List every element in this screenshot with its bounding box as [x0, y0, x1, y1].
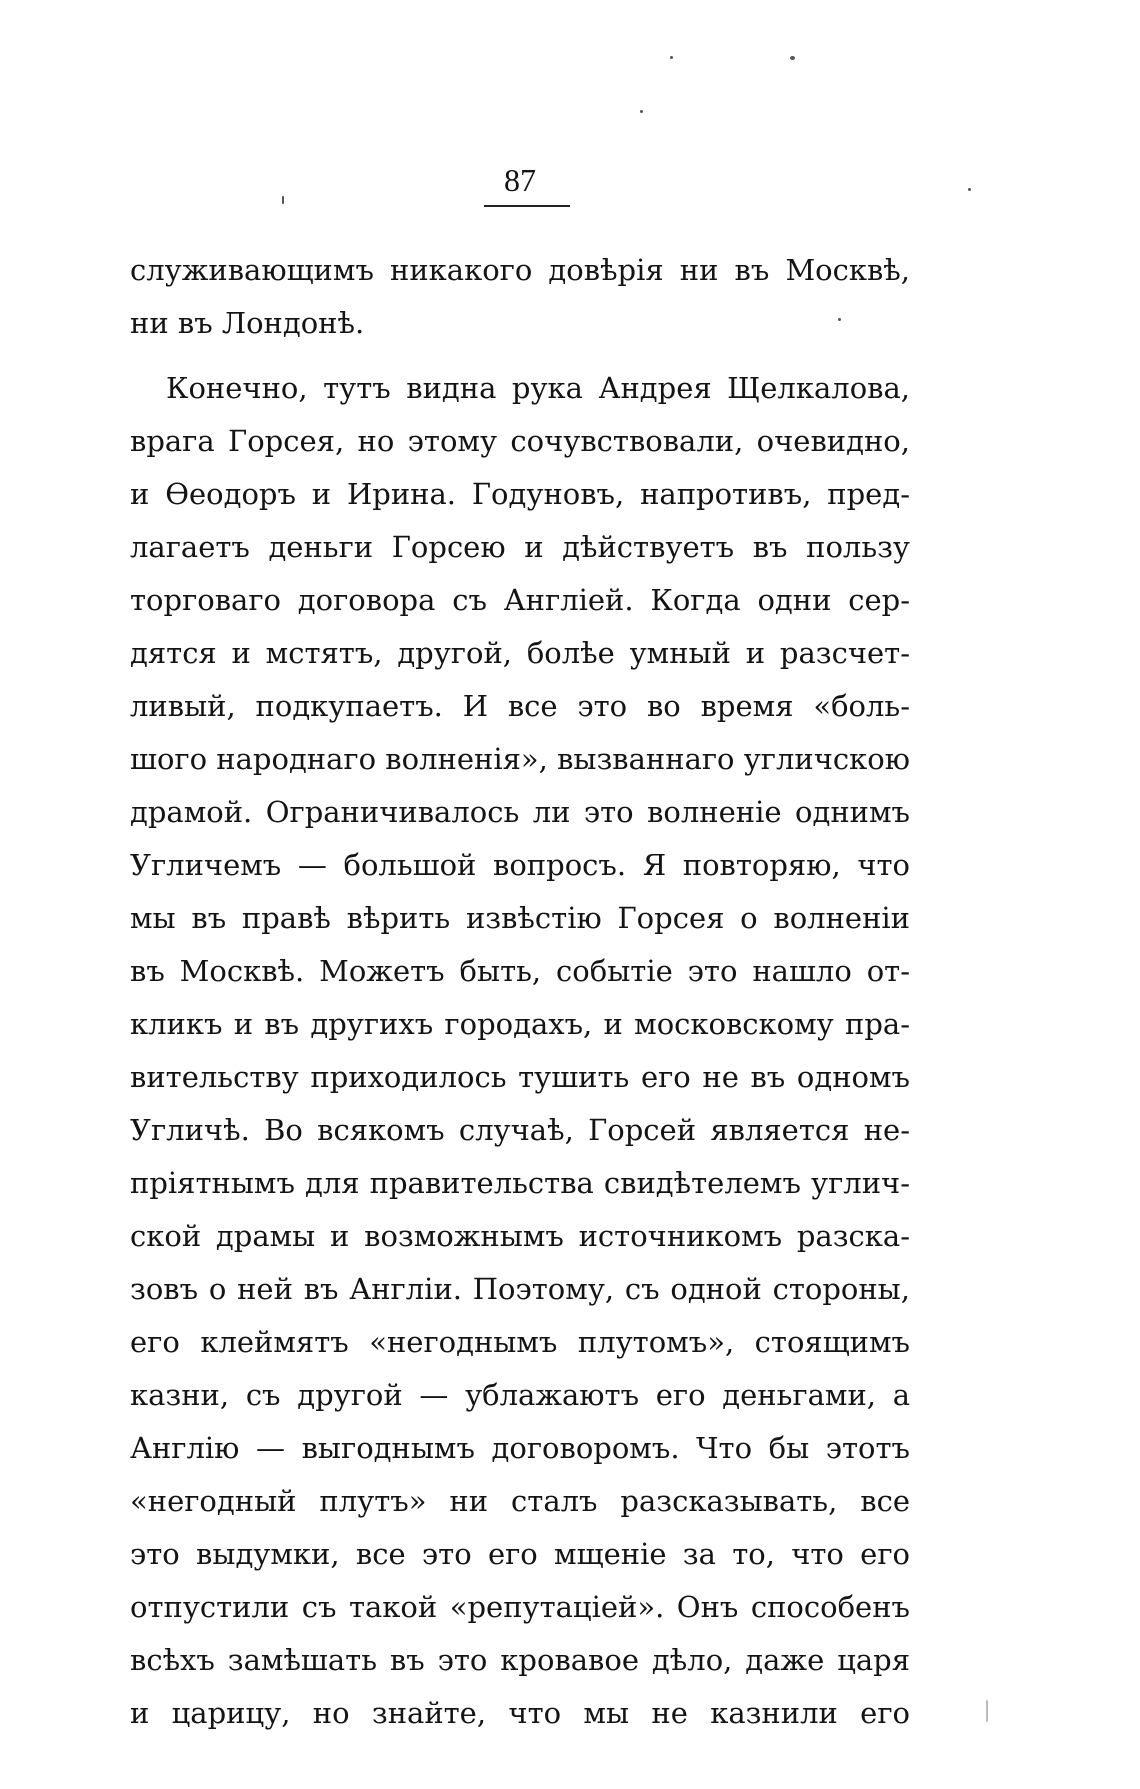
- text-line: лагаетъ деньги Горсею и дѣйствуетъ въ пользу: [130, 530, 910, 564]
- paragraph-gap: [130, 350, 910, 362]
- text-line: торговаго договора съ Англіей. Когда одни сер-: [130, 583, 910, 617]
- text-line: и царицу, но знайте, что мы не казнили его: [130, 1696, 910, 1730]
- text-line: служивающимъ никакого довѣрія ни въ Москвѣ,: [130, 253, 910, 287]
- paragraph-1: [130, 244, 910, 350]
- text-line: пріятнымъ для правительства свидѣтелемъ углич-: [130, 1166, 910, 1200]
- scan-speck: [640, 110, 643, 113]
- text-line: и Ѳеодоръ и Ирина. Годуновъ, напротивъ, пред-: [130, 477, 910, 511]
- text-line: ской драмы и возможнымъ источникомъ разска-: [130, 1219, 910, 1253]
- scan-speck: [282, 196, 284, 204]
- text-line: врага Горсея, но этому сочувствовали, очевидно,: [130, 424, 910, 458]
- text-line: зовъ о ней въ Англіи. Поэтому, съ одной стороны,: [130, 1272, 910, 1306]
- text-line: Конечно, тутъ видна рука Андрея Щелкалова,: [166, 371, 910, 405]
- text-line: это выдумки, все это его мщеніе за то, что его: [130, 1537, 910, 1571]
- text-line: вительству приходилось тушить его не въ одномъ: [130, 1060, 910, 1094]
- paragraph-2: [130, 362, 910, 1740]
- text-line: мы въ правѣ вѣрить извѣстію Горсея о волненіи: [130, 901, 910, 935]
- text-line: его клеймятъ «негоднымъ плутомъ», стоящимъ: [130, 1325, 910, 1359]
- body-text: [130, 244, 910, 1740]
- scan-speck: [968, 188, 971, 191]
- text-line: ливый, подкупаетъ. И все это во время «боль-: [130, 689, 910, 723]
- scan-speck: [986, 1700, 988, 1722]
- text-line: дятся и мстятъ, другой, болѣе умный и разсчет-: [130, 636, 910, 670]
- text-line: «негодный плутъ» ни сталъ разсказывать, все: [130, 1484, 910, 1518]
- text-line: отпустили съ такой «репутаціей». Онъ способенъ: [130, 1590, 910, 1624]
- scan-speck: [670, 56, 673, 59]
- text-line: Угличемъ — большой вопросъ. Я повторяю, что: [130, 848, 910, 882]
- page-number-rule: [484, 205, 570, 207]
- text-line: Угличѣ. Во всякомъ случаѣ, Горсей является не-: [130, 1113, 910, 1147]
- text-line: всѣхъ замѣшать въ это кровавое дѣло, даже царя: [130, 1643, 910, 1677]
- text-line: казни, съ другой — ублажаютъ его деньгами, а: [130, 1378, 910, 1412]
- text-line: шого народнаго волненія», вызваннаго угличскою: [130, 742, 910, 776]
- text-line: въ Москвѣ. Можетъ быть, событіе это нашло от-: [130, 954, 910, 988]
- scan-speck: [790, 56, 795, 60]
- page-number: 87: [504, 162, 536, 198]
- text-line: ни въ Лондонѣ.: [130, 306, 365, 340]
- scan-speck: [838, 318, 841, 321]
- text-line: Англію — выгоднымъ договоромъ. Что бы этотъ: [130, 1431, 910, 1465]
- text-line: кликъ и въ другихъ городахъ, и московскому пра-: [130, 1007, 910, 1041]
- text-line: драмой. Ограничивалось ли это волненіе однимъ: [130, 795, 910, 829]
